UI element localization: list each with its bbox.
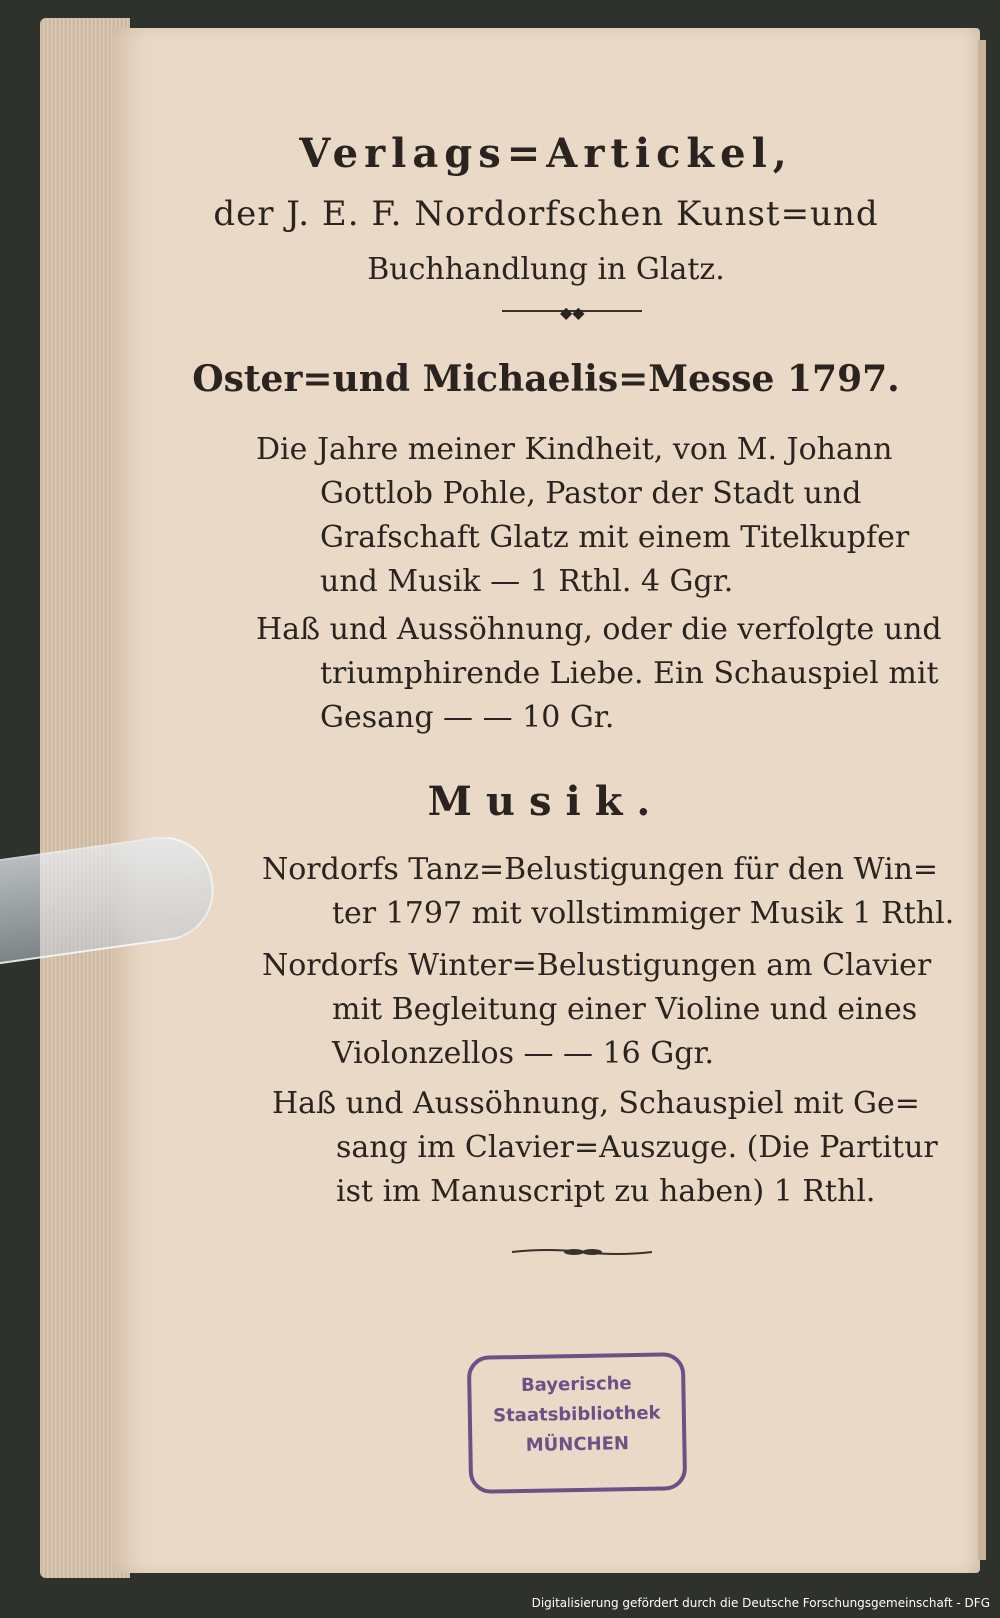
publisher-subtitle-1: der J. E. F. Nordorfschen Kunst=und (213, 194, 879, 234)
stamp-line: Staatsbibliothek (492, 1402, 661, 1427)
entry-line: Die Jahre meiner Kindheit, von M. Johann (256, 432, 893, 467)
entry-line: mit Begleitung einer Violine und eines (332, 992, 918, 1027)
page-right-edge (978, 40, 986, 1560)
book-entry (256, 608, 942, 740)
entry-line: ter 1797 mit vollstimmiger Musik 1 Rthl. (332, 896, 955, 931)
entry-line: Haß und Aussöhnung, oder die verfolgte und (256, 612, 942, 647)
entry-line: Haß und Aussöhnung, Schauspiel mit Ge= (272, 1086, 920, 1121)
fair-heading: Oster=und Michaelis=Messe 1797. (192, 358, 900, 400)
book-entry (256, 428, 909, 604)
publisher-subtitle-2: Buchhandlung in Glatz. (367, 252, 725, 287)
entry-line: und Musik — 1 Rthl. 4 Ggr. (320, 564, 734, 599)
entry-line: Grafschaft Glatz mit einem Titelkupfer (320, 520, 910, 555)
digitization-credit: Digitalisierung gefördert durch die Deutsche Forschungsgemeinschaft - DFG (531, 1596, 990, 1610)
stamp-line: Bayerische (520, 1373, 632, 1396)
book-page (112, 28, 980, 1573)
entry-line: Gottlob Pohle, Pastor der Stadt und (320, 476, 862, 511)
music-entry (262, 848, 954, 936)
entry-line: triumphirende Liebe. Ein Schauspiel mit (320, 656, 939, 691)
divider-ornament: ◆◆ (560, 303, 585, 322)
entry-line: Nordorfs Tanz=Belustigungen für den Win= (262, 852, 939, 887)
stamp-line: MÜNCHEN (525, 1433, 630, 1456)
music-entry (272, 1082, 938, 1214)
entry-line: ist im Manuscript zu haben) 1 Rthl. (336, 1174, 876, 1209)
entry-line: Gesang — — 10 Gr. (320, 700, 615, 735)
library-stamp (467, 1352, 687, 1494)
music-heading: Musik. (427, 778, 665, 825)
entry-line: sang im Clavier=Auszuge. (Die Partitur (336, 1130, 938, 1165)
entry-line: Nordorfs Winter=Belustigungen am Clavier (262, 948, 932, 983)
page-text (112, 28, 980, 1573)
end-ornament (512, 1248, 652, 1256)
publisher-title: Verlags=Artickel, (299, 130, 793, 177)
music-entry (262, 944, 931, 1076)
entry-line: Violonzellos — — 16 Ggr. (332, 1036, 715, 1071)
